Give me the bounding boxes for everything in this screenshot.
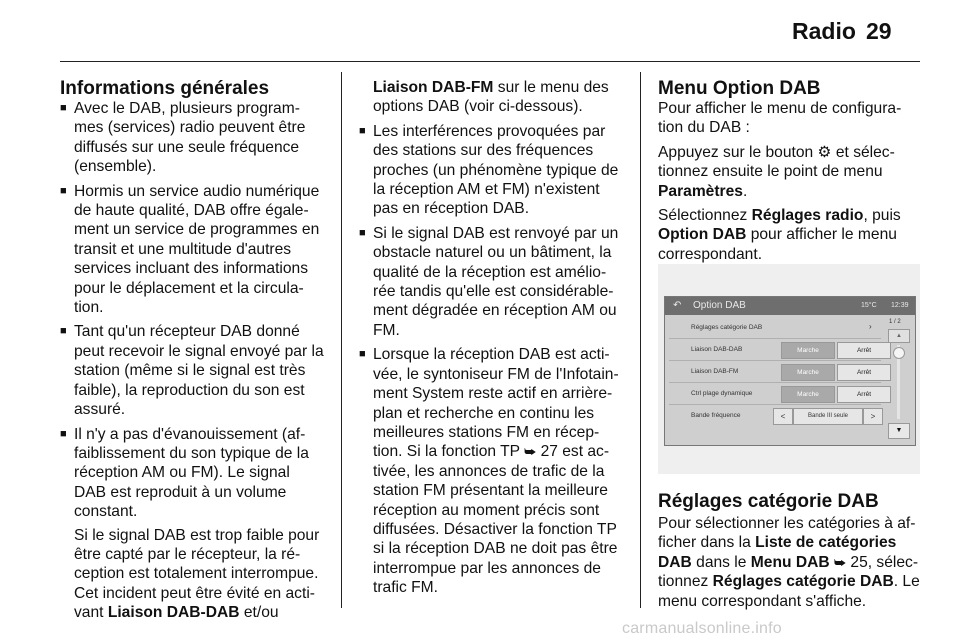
section-heading-menu-option-dab: Menu Option DAB — [658, 78, 821, 99]
paragraph-text: dans le — [696, 553, 747, 571]
header-rule — [60, 61, 920, 62]
paragraph-text: Sélectionnez — [658, 207, 748, 225]
page-number: 29 — [866, 18, 892, 44]
clock: 12:39 — [891, 302, 909, 309]
term-liste-categories: Liste de catégories DAB — [658, 534, 897, 571]
term-parametres: Paramètres — [658, 182, 743, 200]
row-label: Liaison DAB-FM — [691, 368, 739, 375]
page-header-title: Radio — [792, 18, 856, 44]
list-item: ■ Tant qu'un récepteur DAB donné peut recevoir le signal envoyé par la station (même si le signal est très faible), la reproduction du son est assuré. — [60, 322, 326, 419]
screen-body — [665, 315, 915, 445]
page-indicator: 1 / 2 — [889, 319, 901, 325]
term-reglages-categorie: Réglages catégorie DAB — [712, 573, 894, 591]
next-arrow-icon: > — [863, 408, 883, 425]
prev-arrow-icon: < — [773, 408, 793, 425]
continued-text: sur le menu des options DAB (voir ci-dessous). — [373, 79, 609, 116]
scroll-knob — [893, 347, 905, 359]
page-ref-arrow-icon: ⮩ — [833, 554, 847, 570]
list-item-subparagraph — [74, 526, 326, 623]
screen-title-bar — [665, 297, 915, 315]
row-label: Ctrl plage dynamique — [691, 390, 753, 397]
paragraph-text: Appuyez sur le bouton — [658, 143, 814, 161]
column-2 — [359, 78, 625, 603]
list-item — [359, 345, 625, 597]
list-item: ■ Hormis un service audio numérique de haute qualité, DAB offre égale-ment un service de programmes en transit et une multitude d'autres services incluant des informations pour le déplacement et la circula-tion. — [60, 182, 326, 318]
menu-row-bande-frequence — [669, 405, 881, 426]
infotainment-screenshot — [658, 264, 920, 474]
settings-gear-icon: ⚙ — [817, 143, 832, 161]
term-option-dab: Option DAB — [658, 226, 747, 244]
list-item-text: Il n'y a pas d'évanouissement (af-faiblissement du son typique de la réception AM ou FM). Le signal DAB est reproduit à un volume constant. — [74, 425, 309, 521]
list-item: ■ Avec le DAB, plusieurs program-mes (services) radio peuvent être diffusés sur une seule fréquence (ensemble). — [60, 99, 326, 177]
paragraph-categories — [658, 514, 924, 611]
column-3 — [658, 78, 924, 269]
on-button: Marche — [781, 386, 835, 403]
term-liaison-dab-fm: Liaison DAB-FM — [373, 79, 494, 96]
bullet-list — [359, 122, 625, 598]
punct: . — [742, 182, 748, 200]
on-button: Marche — [781, 342, 835, 359]
screen-title: Option DAB — [693, 300, 746, 311]
off-button: Arrêt — [837, 364, 891, 381]
term-menu-dab: Menu DAB — [750, 553, 830, 571]
paragraph — [658, 206, 924, 264]
off-button: Arrêt — [837, 386, 891, 403]
menu-row-reglages-categorie — [669, 317, 881, 339]
continued-paragraph — [373, 78, 625, 117]
on-button: Marche — [781, 364, 835, 381]
row-label: Liaison DAB-DAB — [691, 346, 743, 353]
column-1 — [60, 78, 326, 628]
row-label: Bande fréquence — [691, 412, 741, 419]
paragraph-text: . Le menu correspondant s'affiche. — [658, 573, 920, 610]
scroll-down-icon: ▼ — [888, 423, 910, 439]
paragraph-text: et sélec-tionnez ensuite le point de menu — [658, 143, 895, 181]
term-reglages-radio: Réglages radio — [751, 207, 864, 225]
bullet-list — [60, 99, 326, 623]
menu-row-ctrl-plage — [669, 383, 881, 405]
paragraph-text: pour afficher le menu correspondant. — [658, 226, 897, 263]
list-item-text-cont: 27 est ac-tivée, les annonces de trafic de la station FM présentant la meilleure réception au moment précis sont diffusées. Désactiver la fonction TP si la réception DAB ne doit pas être interrompue par les annonces de trafic FM. — [373, 443, 618, 597]
paragraph — [658, 143, 924, 201]
section-heading-reglages-categorie: Réglages catégorie DAB — [658, 491, 879, 512]
list-item: ■ Les interférences provoquées par des stations sur des fréquences proches (un phénomène typique de la réception AM et FM) n'existent pas en réception DAB. — [359, 122, 625, 219]
sub-text-end: et/ou — [243, 604, 279, 622]
watermark: carmanualsonline.info — [622, 620, 782, 637]
menu-row-liaison-dab-fm — [669, 361, 881, 383]
scroll-up-icon: ▲ — [888, 329, 910, 343]
section-heading-general-info: Informations générales — [60, 78, 270, 99]
column-divider-right — [640, 72, 641, 608]
paragraph: Pour afficher le menu de configura-tion du DAB : — [658, 100, 902, 137]
menu-row-liaison-dab-dab — [669, 339, 881, 361]
screen — [664, 296, 916, 446]
row-label: Réglages catégorie DAB — [691, 324, 763, 331]
paragraph-text: , puis — [863, 207, 901, 225]
off-button: Arrêt — [837, 342, 891, 359]
back-icon: ↶ — [673, 300, 682, 311]
list-item: ■ Si le signal DAB est renvoyé par un obstacle naturel ou un bâtiment, la qualité de la réception est amélio-rée tandis qu'elle est considérable-ment dégradée en réception AM ou FM. — [359, 224, 625, 340]
page-ref-arrow-icon: ⮩ — [524, 444, 537, 460]
column-divider-left — [341, 72, 342, 608]
list-item — [60, 425, 326, 623]
paragraph-text: Pour sélectionner les catégories à af-ficher dans la — [658, 515, 916, 552]
paragraph-text: 25, sélec-tionnez — [658, 553, 919, 591]
temperature: 15°C — [861, 302, 877, 309]
band-value: Bande III seule — [793, 408, 863, 425]
term-liaison-dab-dab: Liaison DAB-DAB — [107, 604, 240, 622]
chevron-right-icon: › — [869, 322, 872, 331]
sub-text: Si le signal DAB est trop faible pour être capté par le récepteur, la ré-ception est totalement interrompue. Cet incident peut être évité en acti-vant — [74, 526, 320, 622]
list-item-text: Lorsque la réception DAB est acti-vée, le syntoniseur FM de l'Infotain-ment System reste actif en arrière-plan et recherche en continu les meilleures stations FM en récep-tion. Si la fonction TP — [373, 346, 619, 461]
